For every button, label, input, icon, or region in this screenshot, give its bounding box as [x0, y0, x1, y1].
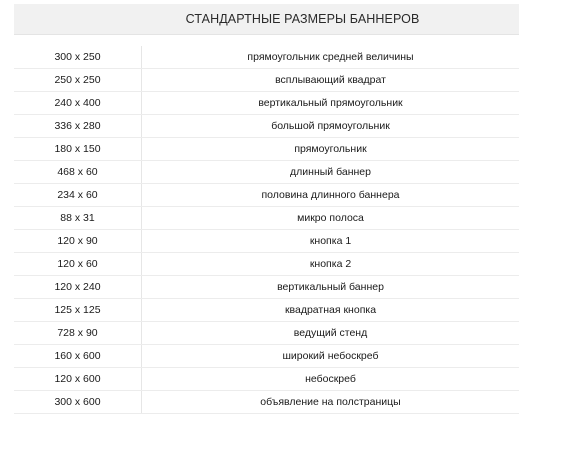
table-row	[14, 161, 519, 184]
banner-name-cell: кнопка 2	[309, 258, 352, 270]
table-row	[14, 345, 519, 368]
table-row	[14, 230, 519, 253]
banner-name-cell: длинный баннер	[290, 166, 371, 178]
banner-name-cell: небоскреб	[305, 373, 356, 385]
banner-sizes-table	[14, 4, 519, 414]
table-row	[14, 299, 519, 322]
banner-name-cell: широкий небоскреб	[282, 350, 379, 362]
banner-size-cell: 160 x 600	[14, 345, 142, 367]
banner-size-cell: 336 x 280	[14, 115, 142, 137]
banner-name-cell: квадратная кнопка	[284, 304, 377, 316]
table-row	[14, 322, 519, 345]
banner-name-cell: всплывающий квадрат	[275, 74, 386, 86]
table-row	[14, 184, 519, 207]
table-row	[14, 391, 519, 414]
banner-name-cell: вертикальный прямоугольник	[258, 97, 403, 109]
table-header	[14, 4, 519, 35]
banner-size-cell: 300 x 250	[14, 46, 142, 68]
table-row	[14, 69, 519, 92]
banner-name-cell: объявление на полстраницы	[260, 396, 401, 408]
table-row	[14, 92, 519, 115]
table-body	[14, 46, 519, 414]
banner-name-cell: прямоугольник	[294, 143, 367, 155]
banner-size-cell: 120 x 600	[14, 368, 142, 390]
banner-name-cell: половина длинного баннера	[261, 189, 400, 201]
banner-name-cell: большой прямоугольник	[271, 120, 390, 132]
banner-size-cell: 240 x 400	[14, 92, 142, 114]
table-row	[14, 46, 519, 69]
banner-name-cell: кнопка 1	[309, 235, 352, 247]
banner-size-cell: 125 x 125	[14, 299, 142, 321]
table-row	[14, 115, 519, 138]
banner-size-cell: 234 x 60	[14, 184, 142, 206]
banner-size-cell: 300 x 600	[14, 391, 142, 413]
banner-size-cell: 88 x 31	[14, 207, 142, 229]
banner-name-cell: микро полоса	[297, 212, 364, 224]
table-row	[14, 253, 519, 276]
banner-size-cell: 120 x 90	[14, 230, 142, 252]
banner-size-cell: 728 x 90	[14, 322, 142, 344]
banner-size-cell: 180 x 150	[14, 138, 142, 160]
banner-name-cell: вертикальный баннер	[277, 281, 384, 293]
table-row	[14, 368, 519, 391]
banner-name-cell: прямоугольник средней величины	[247, 51, 414, 63]
table-title: СТАНДАРТНЫЕ РАЗМЕРЫ БАННЕРОВ	[185, 12, 420, 26]
banner-size-cell: 468 x 60	[14, 161, 142, 183]
banner-size-cell: 250 x 250	[14, 69, 142, 91]
table-row	[14, 138, 519, 161]
banner-name-cell: ведущий стенд	[293, 327, 368, 339]
banner-size-cell: 120 x 60	[14, 253, 142, 275]
banner-size-cell: 120 x 240	[14, 276, 142, 298]
table-row	[14, 276, 519, 299]
table-row	[14, 207, 519, 230]
